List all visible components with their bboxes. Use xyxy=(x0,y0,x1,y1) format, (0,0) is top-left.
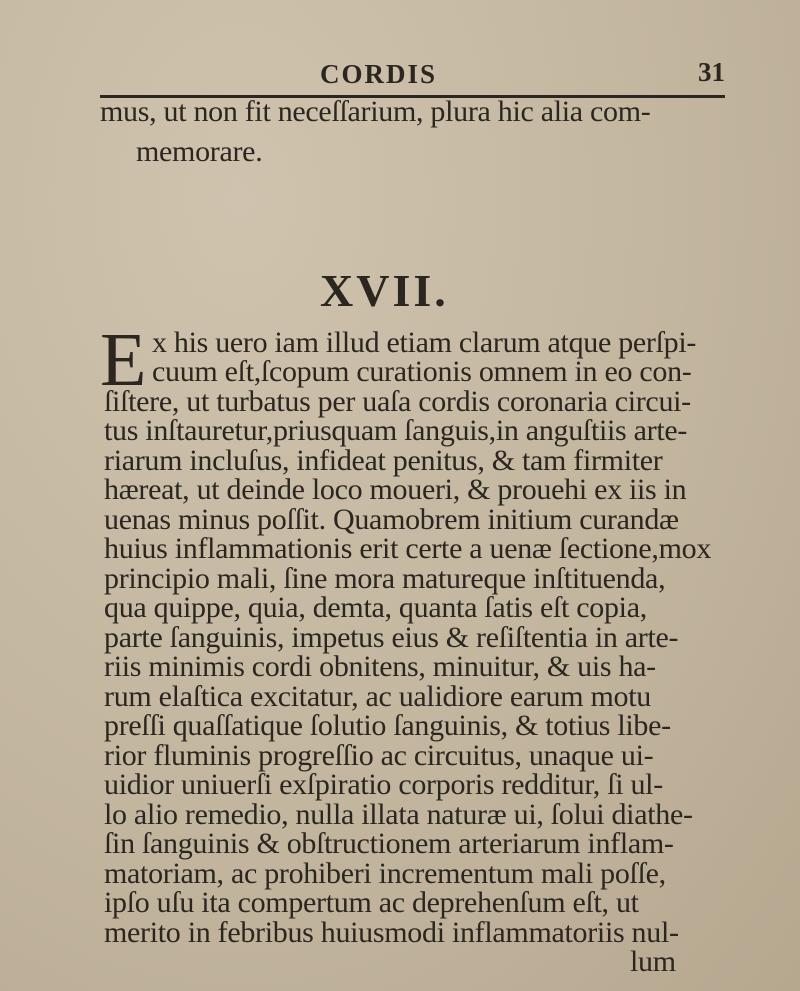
text-line: preſſi quaſſatique ſolutio ſanguinis, & totius libe- xyxy=(104,709,671,743)
text-line: hæreat, ut deinde loco moueri, & prouehi ex iis in xyxy=(104,473,687,507)
text-line: lo alio remedio, nulla illata naturæ ui, ſolui diathe- xyxy=(104,797,693,831)
text-line: principio mali, ſine mora matureque inſtituenda, xyxy=(104,561,666,595)
running-title: CORDIS xyxy=(320,59,438,89)
text-line: ſiſtere, ut turbatus per uaſa cordis coronaria circui- xyxy=(104,384,691,418)
text-line: parte ſanguinis, impetus eius & reſiſtentia in arte- xyxy=(104,620,679,654)
text-line: uidior uniuerſi exſpiratio corporis redditur, ſi ul- xyxy=(104,768,663,802)
text-line: ipſo uſu ita compertum ac deprehenſum eſt, ut xyxy=(104,886,639,920)
text-line: tus inſtauretur,priusquam ſanguis,in anguſtiis arte- xyxy=(104,414,688,448)
text-line: riarum incluſus, infideat penitus, & tam firmiter xyxy=(104,443,663,477)
section-heading: XVII. xyxy=(320,265,449,316)
text-line: matoriam, ac prohiberi incrementum mali poſſe, xyxy=(104,856,666,890)
text-line: mus, ut non fit neceſſarium, plura hic alia com- xyxy=(100,95,651,128)
text-line: ſin ſanguinis & obſtructionem arteriarum inflam- xyxy=(104,827,674,861)
text-line: cuum eſt,ſcopum curationis omnem in eo con- xyxy=(152,355,692,389)
text-line: merito in febribus huiusmodi inflammatoriis nul- xyxy=(104,915,679,949)
text-line: memorare. xyxy=(136,135,263,168)
text-line: uenas minus poſſit. Quamobrem initium curandæ xyxy=(104,502,679,536)
text-line: riis minimis cordi obnitens, minuitur, & uis ha- xyxy=(104,650,656,684)
drop-capital: E xyxy=(100,318,147,402)
text-line: x his uero iam illud etiam clarum atque perſpi- xyxy=(152,326,697,359)
text-line: huius inflammationis erit certe a uenæ ſectione,mox xyxy=(104,532,712,566)
page-number: 31 xyxy=(698,57,725,87)
catchword: lum xyxy=(630,945,676,978)
text-line: qua quippe, quia, demta, quanta ſatis eſt copia, xyxy=(104,591,647,625)
text-line: rior fluminis progreſſio ac circuitus, unaque ui- xyxy=(104,738,654,772)
text-line: rum elaſtica excitatur, ac ualidiore earum motu xyxy=(104,679,651,713)
